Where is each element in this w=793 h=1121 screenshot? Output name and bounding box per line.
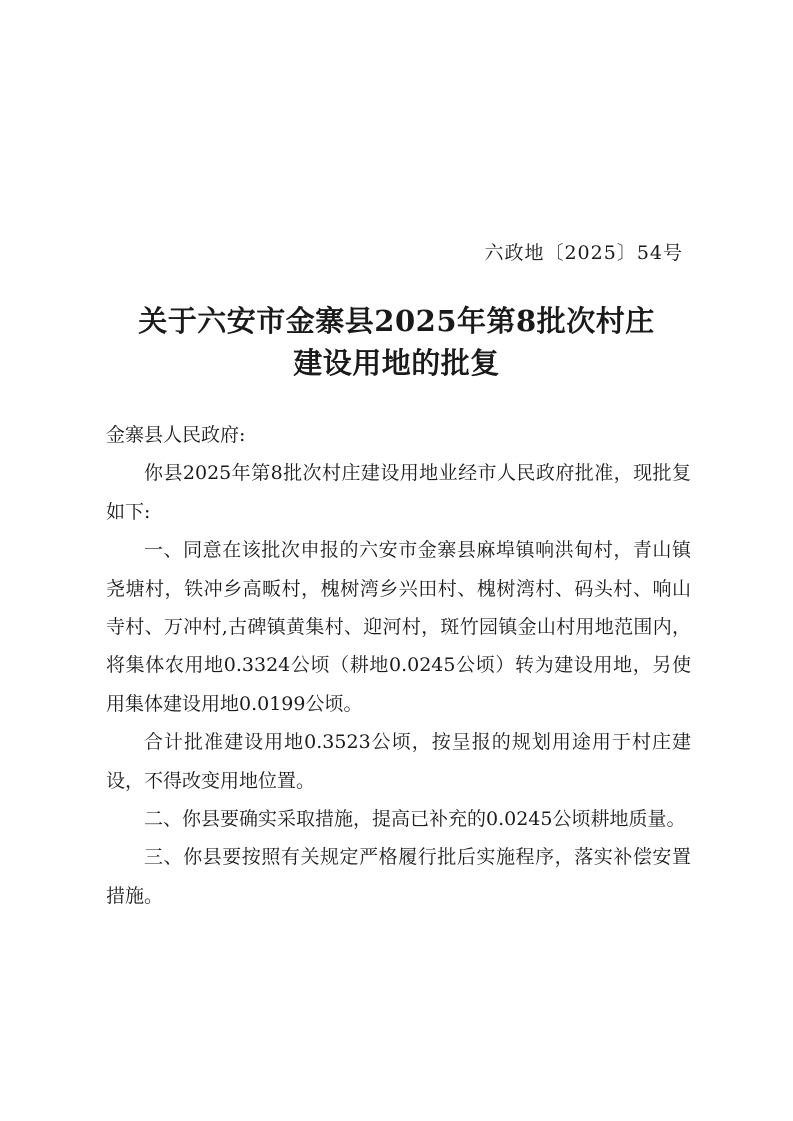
paragraph-item-2: 二、你县要确实采取措施，提高已补充的0.0245公顷耕地质量。 xyxy=(144,808,686,831)
title-line-2: 建设用地的批复 xyxy=(293,346,500,380)
paragraph-item-3: 三、你县要按照有关规定严格履行批后实施程序，落实补偿安置措施。 xyxy=(106,846,691,907)
document-body xyxy=(106,416,691,915)
paragraph-intro: 你县2025年第8批次村庄建设用地业经市人民政府批准，现批复如下: xyxy=(106,462,691,523)
document-number: 六政地〔2025〕54号 xyxy=(484,242,683,264)
title-line-1: 关于六安市金寨县2025年第8批次村庄 xyxy=(138,304,655,338)
paragraph-item-1: 一、同意在该批次申报的六安市金寨县麻埠镇响洪甸村，青山镇尧塘村，铁冲乡高畈村，槐树湾乡兴田村、槐树湾村、码头村、响山寺村、万冲村,古碑镇黄集村、迎河村，斑竹园镇金山村用地范围内，将集体农用地0.3324公顷（耕地0.0245公顷）转为建设用地，另使用集体建设用地0.0199公顷。 xyxy=(106,539,691,715)
paragraph-total: 合计批准建设用地0.3523公顷，按呈报的规划用途用于村庄建设，不得改变用地位置。 xyxy=(106,731,691,792)
document-title xyxy=(0,300,793,384)
salutation: 金寨县人民政府: xyxy=(106,424,246,446)
